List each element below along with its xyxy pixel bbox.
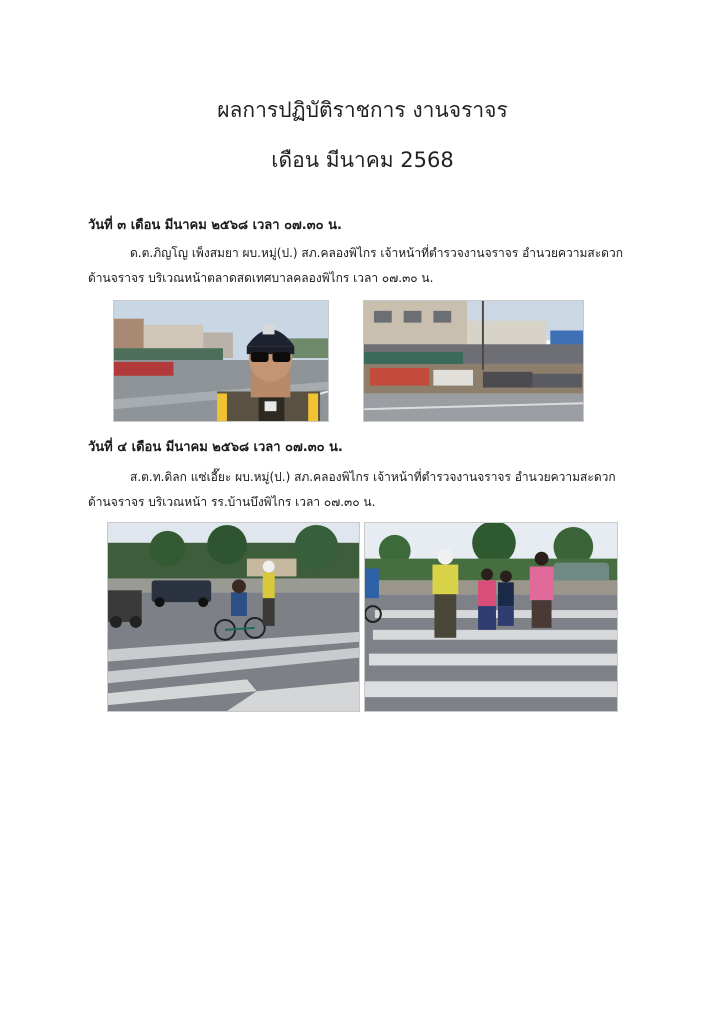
photo-market-street <box>363 300 584 422</box>
document-title: ผลการปฏิบัติราชการ งานจราจร <box>217 98 508 122</box>
section-2-line-1: ส.ต.ท.ดิลก แซ่เอี๊ยะ ผบ.หมู่(ป.) สภ.คลองพิไกร เจ้าหน้าที่ตำรวจงานจราจร อำนวยความสะดวก <box>130 470 616 484</box>
section-2-line-2: ด้านจราจร บริเวณหน้า รร.บ้านบึงพิไกร เวลา ๐๗.๓๐ น. <box>88 495 376 509</box>
section-2-heading: วันที่ ๔ เดือน มีนาคม ๒๕๖๘ เวลา ๐๗.๓๐ น. <box>88 440 343 455</box>
section-1-line-1: ด.ต.ภิญโญ เพ็งสมยา ผบ.หมู่(ป.) สภ.คลองพิไกร เจ้าหน้าที่ตำรวจงานจราจร อำนวยความสะดวก <box>130 246 623 260</box>
section-1-heading: วันที่ ๓ เดือน มีนาคม ๒๕๖๘ เวลา ๐๗.๓๐ น. <box>88 218 342 233</box>
section-2-paragraph <box>88 465 628 515</box>
photo-officer-portrait <box>113 300 329 422</box>
document-subtitle: เดือน มีนาคม 2568 <box>271 148 454 172</box>
photo-crosswalk-children <box>364 522 618 712</box>
photo-road-cyclist <box>107 522 360 712</box>
section-1-paragraph <box>88 241 628 291</box>
section-1-line-2: ด้านจราจร บริเวณหน้าตลาดสดเทศบาลคลองพิไกร เวลา ๐๗.๓๐ น. <box>88 271 434 285</box>
